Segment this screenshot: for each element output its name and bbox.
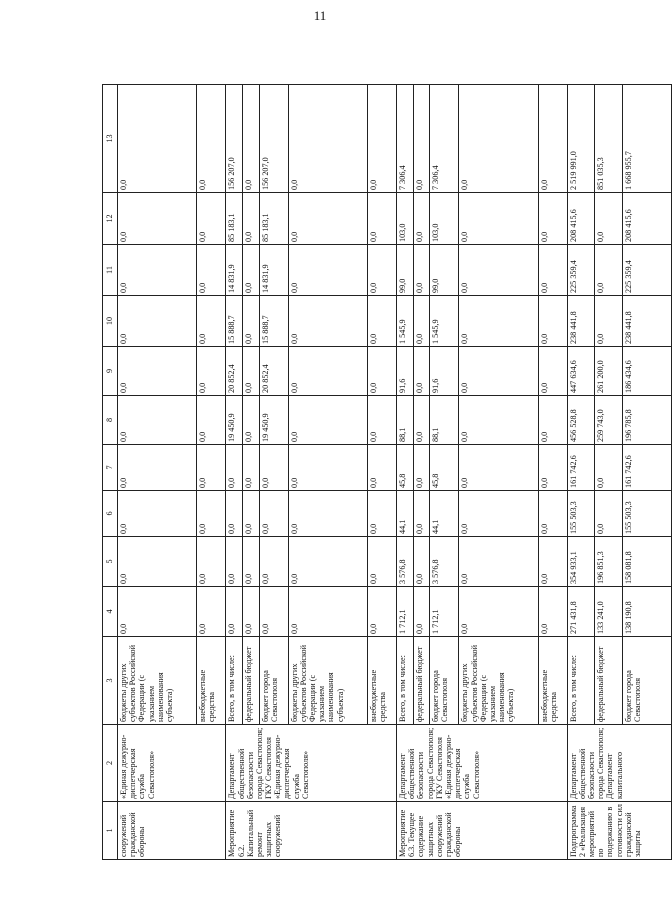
column-header: 11 [103, 245, 118, 296]
amount-cell: 0,0 [367, 537, 396, 587]
amount-cell: 456 528,8 [567, 396, 595, 445]
amount-cell: 99,0 [430, 245, 459, 296]
amount-cell: 0,0 [242, 85, 259, 193]
amount-cell: 0,0 [288, 85, 367, 193]
amount-cell: 0,0 [226, 445, 243, 491]
column-header: 10 [103, 296, 118, 347]
amount-cell: 0,0 [288, 347, 367, 396]
amount-cell: 0,0 [459, 245, 538, 296]
amount-cell: 0,0 [367, 347, 396, 396]
amount-cell: 0,0 [242, 396, 259, 445]
amount-cell: 0,0 [538, 245, 567, 296]
amount-cell: 0,0 [538, 587, 567, 637]
amount-cell: 0,0 [459, 537, 538, 587]
measure-name-cell: сооружений гражданской обороны [118, 802, 226, 860]
funding-source-cell: бюджеты других субъектов Российской Федерации (с указанием наименования субъекта) [459, 637, 538, 725]
amount-cell: 156 207,0 [226, 85, 243, 193]
amount-cell: 0,0 [288, 491, 367, 537]
amount-cell: 208 415,6 [623, 193, 672, 245]
amount-cell: 0,0 [413, 587, 430, 637]
amount-cell: 0,0 [226, 587, 243, 637]
column-header: 4 [103, 587, 118, 637]
amount-cell: 0,0 [413, 85, 430, 193]
amount-cell: 0,0 [459, 193, 538, 245]
amount-cell: 0,0 [459, 296, 538, 347]
amount-cell: 0,0 [538, 85, 567, 193]
amount-cell: 0,0 [595, 445, 623, 491]
funding-source-cell: Всего, в том числе: [397, 637, 414, 725]
amount-cell: 19 450,9 [226, 396, 243, 445]
amount-cell: 196 785,8 [623, 396, 672, 445]
table-row [397, 85, 414, 860]
amount-cell: 0,0 [197, 537, 226, 587]
amount-cell: 1 712,1 [430, 587, 459, 637]
amount-cell: 0,0 [242, 245, 259, 296]
executor-cell: «Единая дежурно-диспетчерская служба Севастополя» [118, 725, 226, 802]
amount-cell: 0,0 [367, 587, 396, 637]
funding-source-cell: бюджет города Севастополя [259, 637, 288, 725]
amount-cell: 271 431,8 [567, 587, 595, 637]
amount-cell: 0,0 [367, 445, 396, 491]
amount-cell: 88,1 [397, 396, 414, 445]
table-row [226, 85, 243, 860]
amount-cell: 0,0 [118, 296, 197, 347]
amount-cell: 0,0 [459, 85, 538, 193]
amount-cell: 0,0 [197, 587, 226, 637]
amount-cell: 238 441,8 [623, 296, 672, 347]
amount-cell: 0,0 [538, 445, 567, 491]
amount-cell: 0,0 [413, 491, 430, 537]
amount-cell: 161 742,6 [567, 445, 595, 491]
amount-cell: 0,0 [288, 445, 367, 491]
column-header: 2 [103, 725, 118, 802]
amount-cell: 45,8 [430, 445, 459, 491]
amount-cell: 14 831,9 [259, 245, 288, 296]
funding-source-cell: Всего, в том числе: [567, 637, 595, 725]
funding-source-cell: внебюджетные средства [367, 637, 396, 725]
amount-cell: 99,0 [397, 245, 414, 296]
amount-cell: 7 306,4 [430, 85, 459, 193]
amount-cell: 0,0 [118, 445, 197, 491]
amount-cell: 91,6 [430, 347, 459, 396]
amount-cell: 447 634,6 [567, 347, 595, 396]
amount-cell: 0,0 [288, 193, 367, 245]
amount-cell: 44,1 [430, 491, 459, 537]
amount-cell: 15 888,7 [226, 296, 243, 347]
amount-cell: 0,0 [288, 537, 367, 587]
amount-cell: 0,0 [118, 491, 197, 537]
amount-cell: 19 450,9 [259, 396, 288, 445]
funding-source-cell: бюджеты других субъектов Российской Федерации (с указанием наименования субъекта) [288, 637, 367, 725]
amount-cell: 851 035,3 [595, 85, 623, 193]
amount-cell: 0,0 [118, 347, 197, 396]
amount-cell: 103,0 [430, 193, 459, 245]
amount-cell: 0,0 [413, 347, 430, 396]
amount-cell: 0,0 [242, 296, 259, 347]
table-row [567, 85, 595, 860]
column-header: 9 [103, 347, 118, 396]
amount-cell: 2 519 991,0 [567, 85, 595, 193]
amount-cell: 0,0 [538, 296, 567, 347]
amount-cell: 158 081,8 [623, 537, 672, 587]
table-row [118, 85, 197, 860]
amount-cell: 0,0 [367, 296, 396, 347]
page-number: 11 [313, 8, 327, 23]
amount-cell: 0,0 [197, 296, 226, 347]
column-header: 8 [103, 396, 118, 445]
amount-cell: 0,0 [197, 491, 226, 537]
column-header: 13 [103, 85, 118, 193]
executor-cell: Департамент общественной безопасности города Севастополя; ГКУ Севастополя «Единая дежурно-диспетчерская служба Севастополя» [397, 725, 568, 802]
amount-cell: 259 743,0 [595, 396, 623, 445]
amount-cell: 45,8 [397, 445, 414, 491]
amount-cell: 0,0 [367, 85, 396, 193]
amount-cell: 133 241,0 [595, 587, 623, 637]
measure-name-cell: Мероприятие 6.2. Капитальный ремонт защитных сооружений [226, 802, 397, 860]
column-header: 7 [103, 445, 118, 491]
amount-cell: 1 712,1 [397, 587, 414, 637]
amount-cell: 0,0 [226, 537, 243, 587]
amount-cell: 0,0 [595, 245, 623, 296]
funding-source-cell: внебюджетные средства [538, 637, 567, 725]
amount-cell: 0,0 [118, 193, 197, 245]
column-header: 1 [103, 802, 118, 860]
rotated-table-container [102, 85, 672, 860]
amount-cell: 156 207,0 [259, 85, 288, 193]
executor-cell: Департамент общественной безопасности города Севастополя; Департамент капитального [567, 725, 671, 802]
amount-cell: 0,0 [367, 245, 396, 296]
amount-cell: 0,0 [197, 347, 226, 396]
amount-cell: 85 183,1 [226, 193, 243, 245]
funding-source-cell: федеральный бюджет [413, 637, 430, 725]
amount-cell: 0,0 [538, 491, 567, 537]
amount-cell: 196 851,3 [595, 537, 623, 587]
amount-cell: 0,0 [242, 347, 259, 396]
amount-cell: 20 852,4 [259, 347, 288, 396]
amount-cell: 15 888,7 [259, 296, 288, 347]
amount-cell: 0,0 [413, 245, 430, 296]
amount-cell: 0,0 [118, 587, 197, 637]
amount-cell: 88,1 [430, 396, 459, 445]
amount-cell: 0,0 [259, 587, 288, 637]
amount-cell: 0,0 [226, 491, 243, 537]
amount-cell: 0,0 [459, 347, 538, 396]
table-body [118, 85, 672, 860]
funding-source-cell: федеральный бюджет [595, 637, 623, 725]
amount-cell: 0,0 [197, 85, 226, 193]
funding-source-cell: бюджет города Севастополя [430, 637, 459, 725]
amount-cell: 0,0 [288, 587, 367, 637]
amount-cell: 0,0 [413, 396, 430, 445]
amount-cell: 1 545,9 [397, 296, 414, 347]
amount-cell: 3 576,8 [430, 537, 459, 587]
amount-cell: 0,0 [118, 396, 197, 445]
measure-name-cell: Мероприятие 6.3. Текущее содержание защитных сооружений гражданской обороны [397, 802, 568, 860]
amount-cell: 0,0 [413, 193, 430, 245]
amount-cell: 161 742,6 [623, 445, 672, 491]
amount-cell: 0,0 [538, 537, 567, 587]
amount-cell: 0,0 [197, 396, 226, 445]
amount-cell: 238 441,8 [567, 296, 595, 347]
amount-cell: 0,0 [242, 491, 259, 537]
amount-cell: 186 434,6 [623, 347, 672, 396]
amount-cell: 0,0 [459, 587, 538, 637]
amount-cell: 0,0 [595, 491, 623, 537]
amount-cell: 354 933,1 [567, 537, 595, 587]
amount-cell: 208 415,6 [567, 193, 595, 245]
funding-source-cell: бюджеты других субъектов Российской Федерации (с указанием наименования субъекта) [118, 637, 197, 725]
amount-cell: 225 359,4 [623, 245, 672, 296]
amount-cell: 91,6 [397, 347, 414, 396]
rotated-table-frame [102, 85, 672, 860]
funding-source-cell: федеральный бюджет [242, 637, 259, 725]
amount-cell: 0,0 [367, 491, 396, 537]
amount-cell: 0,0 [367, 193, 396, 245]
amount-cell: 0,0 [242, 445, 259, 491]
amount-cell: 0,0 [242, 193, 259, 245]
amount-cell: 0,0 [197, 193, 226, 245]
amount-cell: 0,0 [413, 445, 430, 491]
amount-cell: 155 503,3 [567, 491, 595, 537]
amount-cell: 0,0 [288, 396, 367, 445]
amount-cell: 0,0 [288, 296, 367, 347]
column-header: 12 [103, 193, 118, 245]
amount-cell: 0,0 [538, 193, 567, 245]
amount-cell: 138 190,8 [623, 587, 672, 637]
amount-cell: 0,0 [538, 347, 567, 396]
amount-cell: 261 200,0 [595, 347, 623, 396]
amount-cell: 20 852,4 [226, 347, 243, 396]
amount-cell: 0,0 [538, 396, 567, 445]
executor-cell: Департамент общественной безопасности города Севастополя; ГКУ Севастополя «Единая дежурно-диспетчерская служба Севастополя» [226, 725, 397, 802]
amount-cell: 0,0 [197, 445, 226, 491]
measure-name-cell: Подпрограмма 2 «Реализация мероприятий по подержанию в готовности сил гражданской защиты [567, 802, 671, 860]
header-row [103, 85, 118, 860]
amount-cell: 0,0 [595, 296, 623, 347]
amount-cell: 0,0 [259, 491, 288, 537]
column-header: 5 [103, 537, 118, 587]
amount-cell: 0,0 [459, 445, 538, 491]
amount-cell: 0,0 [242, 587, 259, 637]
amount-cell: 0,0 [197, 245, 226, 296]
amount-cell: 0,0 [459, 491, 538, 537]
amount-cell: 103,0 [397, 193, 414, 245]
amount-cell: 0,0 [288, 245, 367, 296]
amount-cell: 0,0 [259, 537, 288, 587]
budget-table [102, 84, 672, 860]
amount-cell: 44,1 [397, 491, 414, 537]
amount-cell: 85 183,1 [259, 193, 288, 245]
amount-cell: 1 668 955,7 [623, 85, 672, 193]
amount-cell: 0,0 [118, 537, 197, 587]
column-header: 3 [103, 637, 118, 725]
amount-cell: 225 359,4 [567, 245, 595, 296]
amount-cell: 0,0 [367, 396, 396, 445]
amount-cell: 1 545,9 [430, 296, 459, 347]
amount-cell: 0,0 [459, 396, 538, 445]
amount-cell: 0,0 [118, 85, 197, 193]
column-header: 6 [103, 491, 118, 537]
amount-cell: 0,0 [595, 193, 623, 245]
funding-source-cell: бюджет города Севастополя [623, 637, 672, 725]
amount-cell: 14 831,9 [226, 245, 243, 296]
amount-cell: 0,0 [118, 245, 197, 296]
amount-cell: 0,0 [413, 537, 430, 587]
amount-cell: 0,0 [413, 296, 430, 347]
amount-cell: 0,0 [259, 445, 288, 491]
funding-source-cell: Всего, в том числе: [226, 637, 243, 725]
amount-cell: 0,0 [242, 537, 259, 587]
amount-cell: 3 576,8 [397, 537, 414, 587]
amount-cell: 155 503,3 [623, 491, 672, 537]
funding-source-cell: внебюджетные средства [197, 637, 226, 725]
amount-cell: 7 306,4 [397, 85, 414, 193]
